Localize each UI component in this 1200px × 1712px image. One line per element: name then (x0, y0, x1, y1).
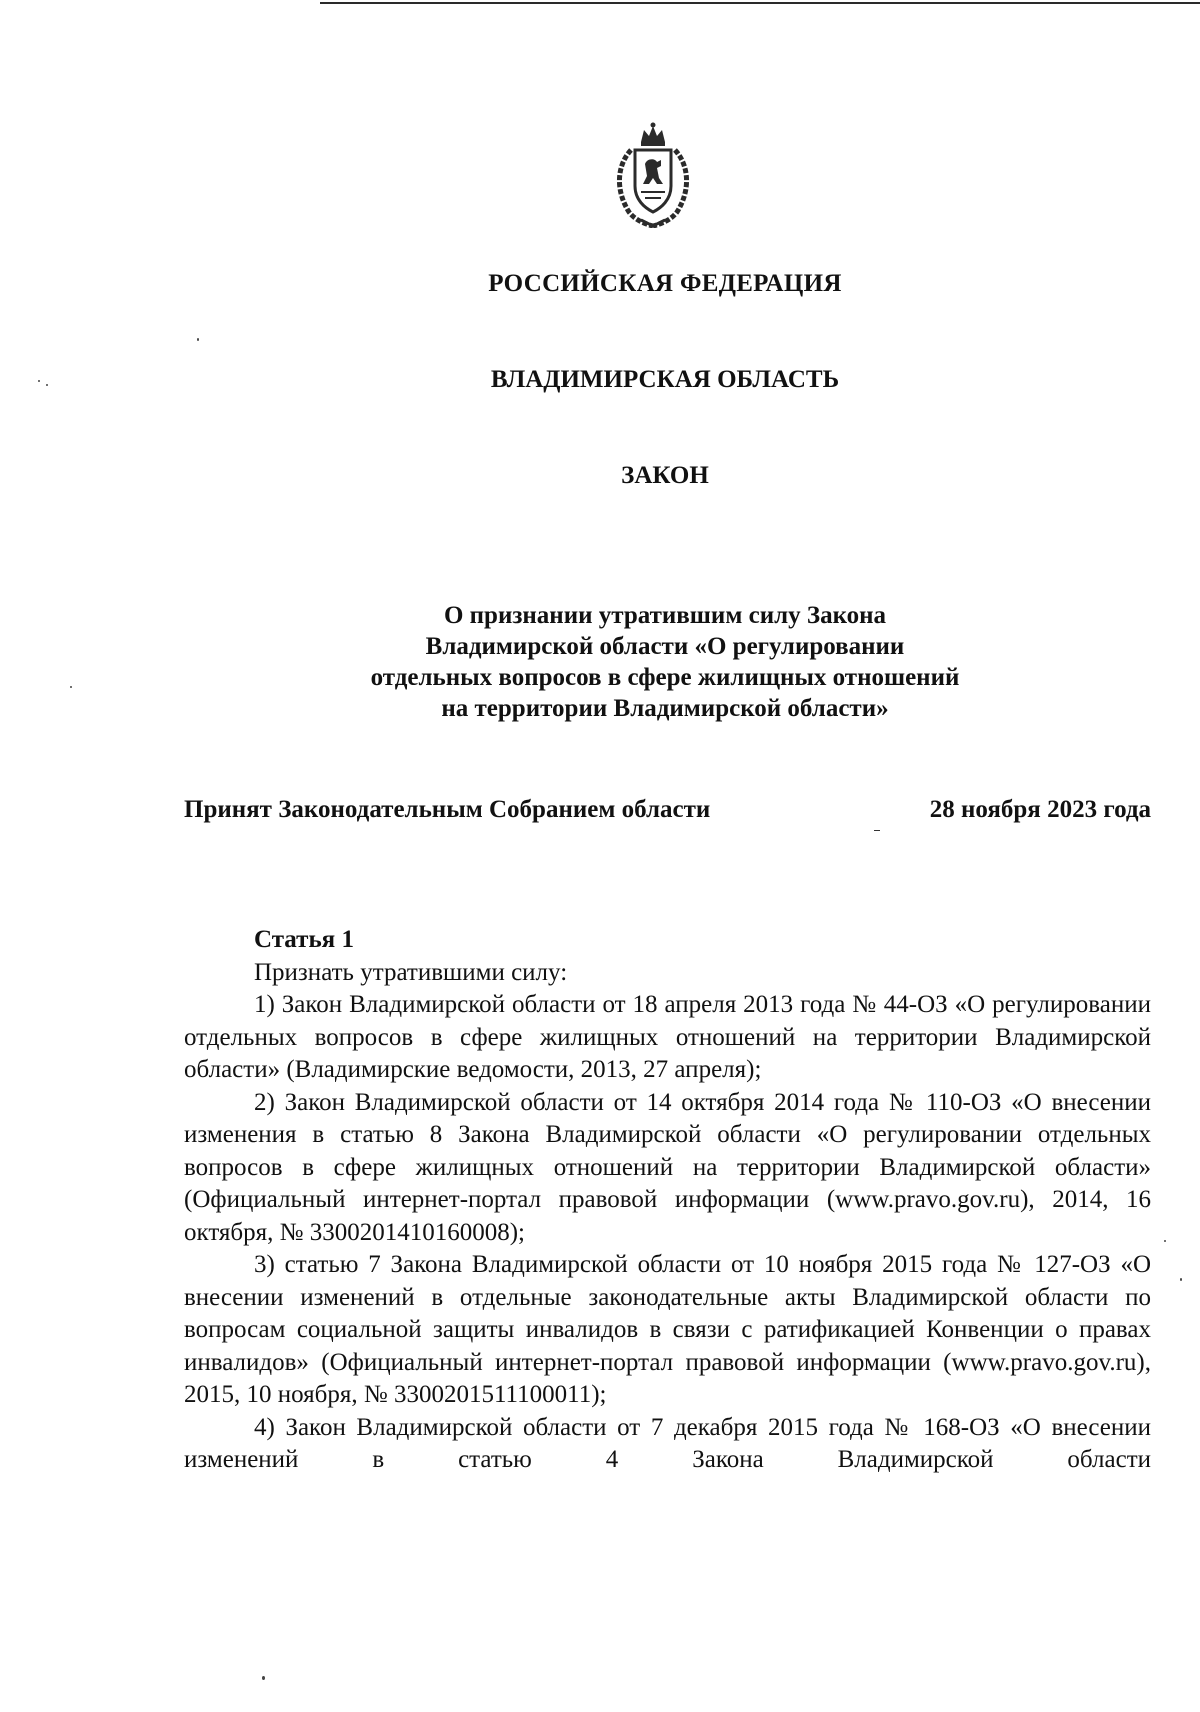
header-country: РОССИЙСКАЯ ФЕДЕРАЦИЯ (488, 270, 842, 297)
article-body (184, 924, 1151, 1477)
adopted-by: Принят Законодательным Собранием области (184, 796, 711, 823)
scan-speck (197, 338, 199, 341)
law-title-line: Владимирской области «О регулировании (425, 633, 905, 660)
scan-speck (46, 384, 48, 386)
scan-speck (262, 1676, 265, 1680)
adoption-date: 28 ноября 2023 года (929, 796, 1151, 823)
header-region: ВЛАДИМИРСКАЯ ОБЛАСТЬ (490, 366, 840, 393)
scan-mark (874, 830, 880, 831)
scan-speck (38, 380, 40, 382)
law-title-line: на территории Владимирской области» (441, 695, 889, 722)
article-intro: Признать утратившими силу: (254, 958, 568, 986)
article-heading: Статья 1 (254, 926, 354, 953)
scan-speck (1180, 1278, 1182, 1281)
header-doc-type: ЗАКОН (621, 462, 709, 489)
coat-of-arms-icon (611, 120, 695, 228)
scan-speck (70, 686, 72, 688)
law-title (0, 600, 1200, 724)
article-item: 3) статью 7 Закона Владимирской области от 10 ноября 2015 года № 127-ОЗ «О внесении изменений в отдельные законодательные акты Владимирской области по вопросам социальной защиты инвалидов в связи с ратификацией Конвенции о правах инвалидов» (Официальный интернет-портал правовой информации (www.pravo.gov.ru), 2015, 10 ноября, № 3300201511100011); (184, 1251, 1151, 1408)
law-title-line: отдельных вопросов в сфере жилищных отношений (370, 664, 960, 691)
article-item: 4) Закон Владимирской области от 7 декабря 2015 года № 168-ОЗ «О внесении изменений в статью 4 Закона Владимирской области (184, 1413, 1151, 1473)
scan-speck (1164, 1240, 1166, 1242)
scan-edge-line (320, 2, 1200, 4)
article-item: 2) Закон Владимирской области от 14 октября 2014 года № 110-ОЗ «О внесении изменения в статью 8 Закона Владимирской области «О регулировании отдельных вопросов в сфере жилищных отношений на территории Владимирской области» (Официальный интернет-портал правовой информации (www.pravo.gov.ru), 2014, 16 октября, № 3300201410160008); (184, 1088, 1151, 1246)
article-item: 1) Закон Владимирской области от 18 апреля 2013 года № 44-ОЗ «О регулировании отдельных вопросов в сфере жилищных отношений на территории Владимирской области» (Владимирские ведомости, 2013, 27 апреля); (184, 991, 1151, 1083)
law-title-line: О признании утратившим силу Закона (443, 602, 887, 629)
